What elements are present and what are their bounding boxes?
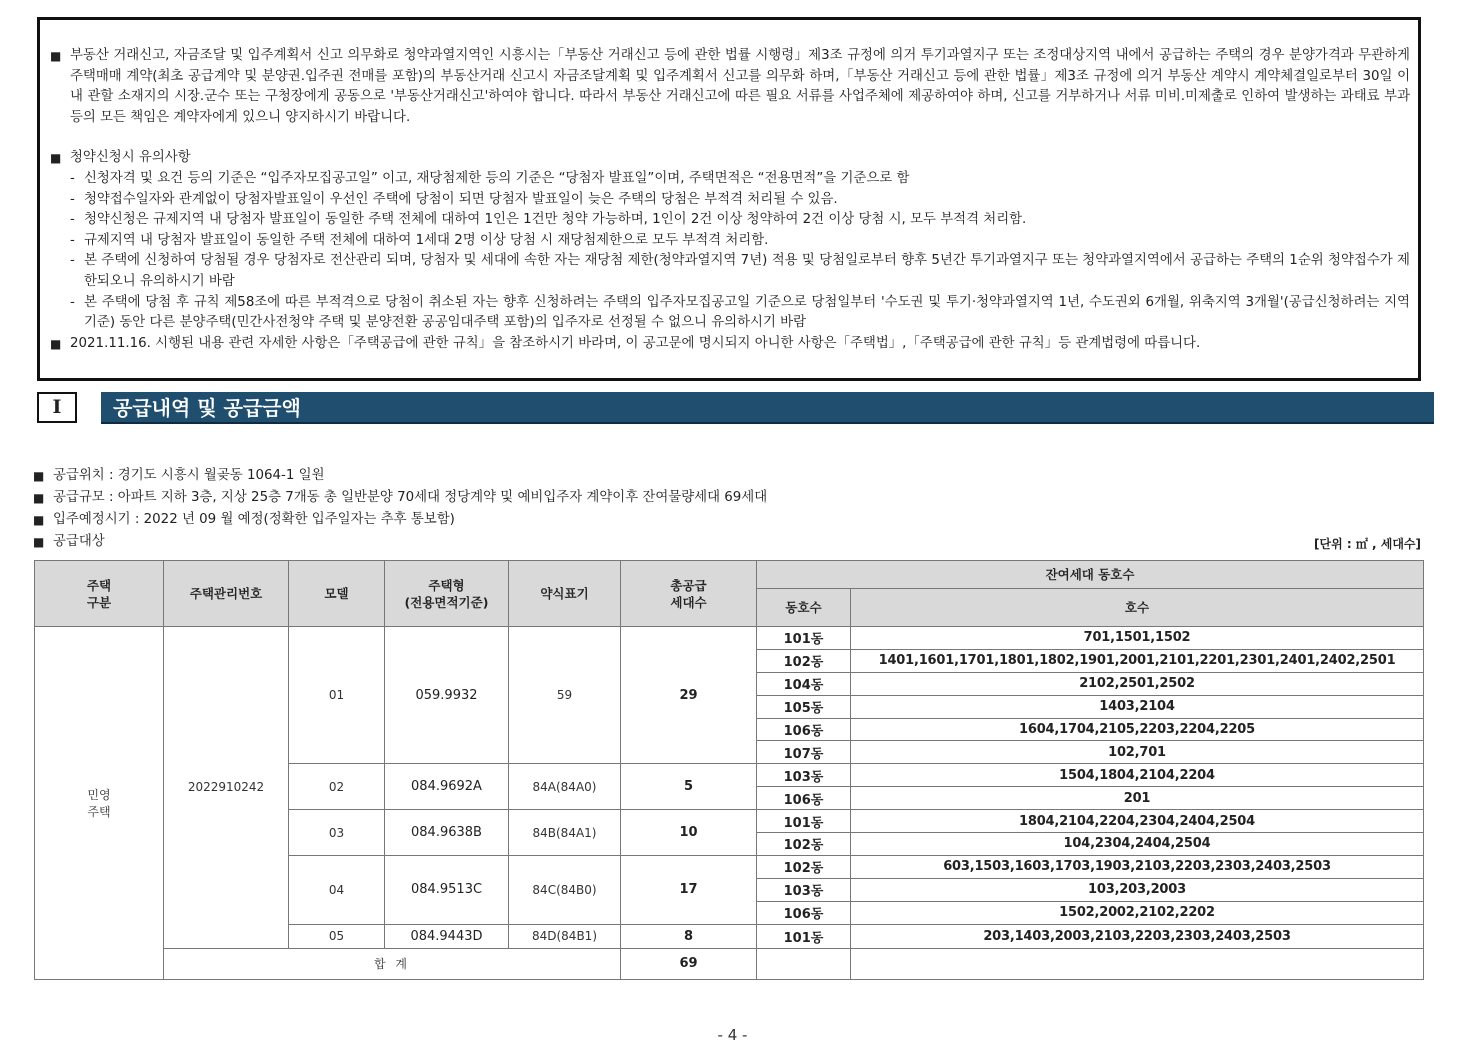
dong-cell: 106동 [757,787,851,810]
info-move-in: ■ 입주예정시기 : 2022 년 09 월 예정(정확한 입주일자는 추후 통보함) [33,509,767,531]
dong-cell: 101동 [757,924,851,948]
dong-cell: 102동 [757,649,851,672]
total-cell: 10 [621,810,757,856]
sum-row [35,948,1424,979]
dash-marker: - [70,294,75,310]
caution-text: 청약접수일자와 관계없이 당첨자발표일이 우선인 주택에 당첨이 되면 당첨자 발표일이 늦은 주택의 당첨은 부적격 처리될 수 있음. [84,191,838,207]
units-cell: 2102,2501,2502 [851,672,1424,695]
caution-item [50,210,1410,231]
abbr-cell: 84C(84B0) [509,855,621,924]
units-cell: 1604,1704,2105,2203,2204,2205 [851,718,1424,741]
dash-marker: - [70,170,75,186]
dong-cell: 101동 [757,810,851,833]
section-number: I [37,392,77,423]
dong-cell: 104동 [757,672,851,695]
total-cell: 29 [621,627,757,764]
header-abbr: 약식표기 [509,561,621,627]
units-cell: 1403,2104 [851,695,1424,718]
units-cell: 201 [851,787,1424,810]
units-cell: 1401,1601,1701,1801,1802,1901,2001,2101,2201,2301,2401,2402,2501 [851,649,1424,672]
total-cell: 5 [621,764,757,810]
dong-cell: 106동 [757,901,851,924]
dong-cell: 107동 [757,741,851,764]
header-total: 총공급 세대수 [621,561,757,627]
unit-type-cell: 084.9443D [385,924,509,948]
unit-type-cell: 059.9932 [385,627,509,764]
abbr-cell: 84A(84A0) [509,764,621,810]
table-row [35,627,1424,650]
header-dong: 동호수 [757,589,851,627]
header-unit-type: 주택형 (전용면적기준) [385,561,509,627]
info-location: ■ 공급위치 : 경기도 시흥시 월곶동 1064-1 일원 [33,465,767,487]
total-cell: 17 [621,855,757,924]
units-cell: 104,2304,2404,2504 [851,832,1424,855]
supply-info [33,465,767,553]
bullet-square-icon: ■ [33,513,45,527]
unit-type-cell: 084.9513C [385,855,509,924]
caution-text: 본 주택에 당첨 후 규칙 제58조에 따른 부적격으로 당첨이 취소된 자는 향후 신청하려는 주택의 입주자모집공고일 기준으로 당첨일부터 '수도권 및 투기·청약과열지역 1년, 수도권외 6개월, 위축지역 3개월'(공급신청하려는 지역 기준) 동안 다른 분양주택(민간사전청약 주택 및 분양전환 공공임대주택 포함)의 입주자로 선정될 수 없으니 유의하시기 바람 [84,294,1410,331]
caution-item [50,231,1410,252]
bullet-square-icon: ■ [33,535,45,549]
mgmt-no-cell: 2022910242 [164,627,289,949]
sum-empty-cell [757,948,851,979]
dash-marker: - [70,253,75,269]
bullet-square-icon: ■ [33,469,45,483]
sum-label-cell: 합 계 [164,948,621,979]
model-cell: 01 [289,627,385,764]
unit-label: [단위 : ㎡ , 세대수] [1314,537,1421,551]
caution-text: 신청자격 및 요건 등의 기준은 “입주자모집공고일” 이고, 재당첨제한 등의 기준은 “당첨자 발표일”이며, 주택면적은 “전용면적”을 기준으로 함 [84,170,910,186]
units-cell: 203,1403,2003,2103,2203,2303,2403,2503 [851,924,1424,948]
header-model: 모델 [289,561,385,627]
notice-law-paragraph [50,334,1410,355]
notice-report-text: 부동산 거래신고, 자금조달 및 입주계획서 신고 의무화로 청약과열지역인 시흥시는「부동산 거래신고 등에 관한 법률 시행령」제3조 규정에 의거 투기과열지구 또는 조정대상지역 내에서 공급하는 주택의 경우 분양가격과 무관하게 주택매매 계약(최초 공급계약 및 분양권.입주권 전매를 포함)의 부동산거래 신고시 자금조달계획 및 입주계획서 신고를 의무화 하며,「부동산 거래신고 등에 관한 법률」제3조 규정에 의거 부동산 계약시 계약체결일로부터 30일 이내 관할 소재지의 시장.군수 또는 구청장에게 공동으로 '부동산거래신고'하여야 합니다. 따라서 부동산 거래신고에 따른 필요 서류를 사업주체에 제공하여야 하며, 신고를 거부하거나 서류 미비.미제출로 인하여 발생하는 과태료 부과 등의 모든 책임은 계약자에게 있으니 양지하시기 바랍니다. [70,48,1410,125]
abbr-cell: 59 [509,627,621,764]
units-cell: 1502,2002,2102,2202 [851,901,1424,924]
sum-total-cell: 69 [621,948,757,979]
header-mgmt-no: 주택관리번호 [164,561,289,627]
dash-marker: - [70,191,75,207]
page-number: - 4 - [717,1026,748,1044]
bullet-square-icon: ■ [50,336,62,351]
dong-cell: 105동 [757,695,851,718]
units-cell: 603,1503,1603,1703,1903,2103,2203,2303,2403,2503 [851,855,1424,878]
caution-text: 청약신청은 규제지역 내 당첨자 발표일이 동일한 주택 전체에 대하여 1인은 1건만 청약 가능하며, 1인이 2건 이상 청약하여 2건 이상 당첨 시, 모두 부적격 처리함. [84,212,1027,228]
model-cell: 04 [289,855,385,924]
dong-cell: 106동 [757,718,851,741]
notice-report-paragraph [50,46,1410,128]
dash-marker: - [70,232,75,248]
bullet-square-icon: ■ [33,491,45,505]
dash-marker: - [70,212,75,228]
model-cell: 03 [289,810,385,856]
abbr-cell: 84D(84B1) [509,924,621,948]
info-target: ■ 공급대상 [33,531,767,553]
header-ho: 호수 [851,589,1424,627]
caution-text: 규제지역 내 당첨자 발표일이 동일한 주택 전체에 대하여 1세대 2명 이상 당첨 시 재당첨제한으로 모두 부적격 처리함. [84,232,769,248]
units-cell: 103,203,2003 [851,878,1424,901]
supply-table [34,560,1424,980]
unit-type-cell: 084.9692A [385,764,509,810]
sum-empty-cell [851,948,1424,979]
units-cell: 1504,1804,2104,2204 [851,764,1424,787]
header-house-type: 주택 구분 [35,561,164,627]
bullet-square-icon: ■ [50,151,62,166]
notice-box [37,17,1421,381]
model-cell: 02 [289,764,385,810]
model-cell: 05 [289,924,385,948]
dong-cell: 102동 [757,832,851,855]
caution-item [50,190,1410,211]
info-scale: ■ 공급규모 : 아파트 지하 3층, 지상 25층 7개동 총 일반분양 70세대 정당계약 및 예비입주자 계약이후 잔여물량세대 69세대 [33,487,767,509]
house-category-cell: 민영 주택 [35,627,164,980]
caution-item [50,293,1410,334]
notice-cautions [50,148,1410,333]
caution-item [50,169,1410,190]
dong-cell: 101동 [757,627,851,650]
caution-item [50,251,1410,292]
dong-cell: 103동 [757,878,851,901]
units-cell: 1804,2104,2204,2304,2404,2504 [851,810,1424,833]
units-cell: 701,1501,1502 [851,627,1424,650]
bullet-square-icon: ■ [50,49,62,63]
notice-law-text: 2021.11.16. 시행된 내용 관련 자세한 사항은「주택공급에 관한 규칙」을 참조하시기 바라며, 이 공고문에 명시되지 아니한 사항은「주택법」,「주택공급에 관한 규칙」등 관계법령에 따릅니다. [70,335,1201,351]
dong-cell: 103동 [757,764,851,787]
dong-cell: 102동 [757,855,851,878]
total-cell: 8 [621,924,757,948]
unit-type-cell: 084.9638B [385,810,509,856]
caution-text: 본 주택에 신청하여 당첨될 경우 당첨자로 전산관리 되며, 당첨자 및 세대에 속한 자는 재당첨 제한(청약과열지역 7년) 적용 및 당첨일로부터 향후 5년간 투기과열지구 또는 청약과열지역에서 공급하는 주택의 1순위 청약접수가 제한되오니 유의하시기 바람 [84,253,1410,289]
units-cell: 102,701 [851,741,1424,764]
caution-list [50,169,1410,334]
header-remaining: 잔여세대 동호수 [757,561,1424,589]
notice-cautions-title: 청약신청시 유의사항 [70,150,191,166]
section-title: 공급내역 및 공급금액 [101,392,1434,424]
abbr-cell: 84B(84A1) [509,810,621,856]
